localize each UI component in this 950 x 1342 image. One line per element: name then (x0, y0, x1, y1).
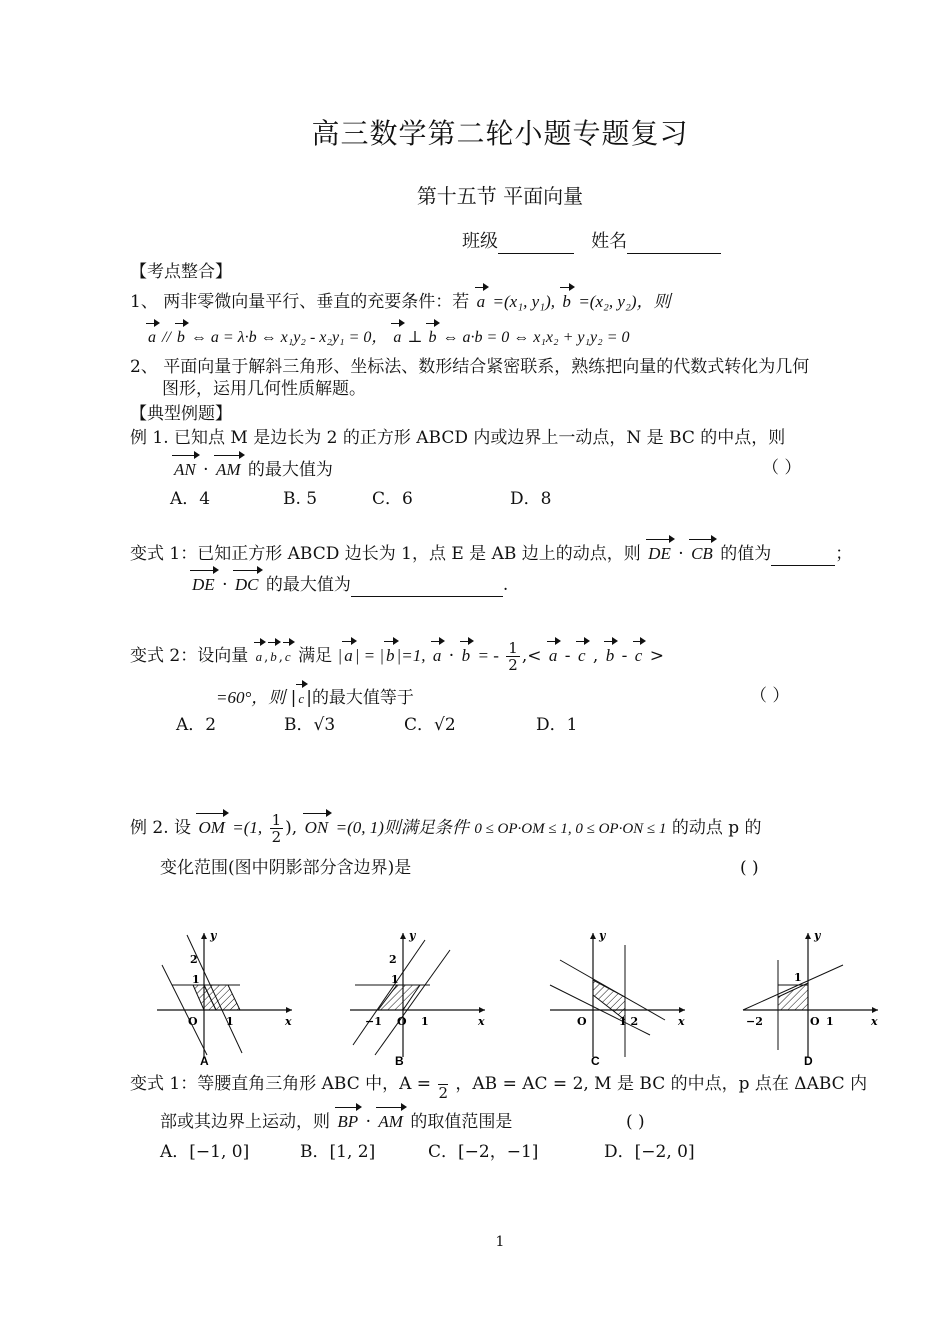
svg-text:1: 1 (794, 971, 802, 984)
vector-am: AM (376, 1110, 405, 1134)
svg-text:y: y (210, 929, 217, 942)
fraction-one-half: $\frac{1}{2}$ (271, 811, 282, 846)
var3-choice-c: C．[−2，−1] (428, 1142, 539, 1162)
vector-b: b (426, 326, 438, 350)
svg-text:1: 1 (421, 1015, 429, 1028)
vector-bp: BP (335, 1110, 360, 1134)
var3-text-d: 的取值范围是 (410, 1112, 513, 1132)
ex2-condition: 0 ≤ OP·OM ≤ 1, 0 ≤ OP·ON ≤ 1 (474, 821, 667, 837)
section-subtitle: 第十五节 平面向量 (416, 184, 584, 208)
class-blank (498, 253, 574, 254)
ex2-om-value: =(1, (232, 818, 263, 837)
var2-choice-b: B．√3 (284, 715, 336, 735)
svg-text:O: O (397, 1015, 407, 1028)
point1-a-coord: =(x₁, y₁), (492, 292, 556, 311)
svg-text:y: y (409, 929, 416, 942)
page-number: 1 (495, 1234, 505, 1250)
perpendicular-formula: ⇔ a·b = 0 ⇔ x₁x₂ + y₁y₂ = 0 (442, 329, 630, 346)
var3-choice-d: D．[−2, 0] (604, 1142, 695, 1162)
vector-am: AM (214, 458, 243, 482)
svg-text:2: 2 (389, 953, 397, 966)
page-title: 高三数学第二轮小题专题复习 (311, 117, 689, 150)
figure-label-a: A (200, 1054, 209, 1065)
figure-option-d (738, 925, 888, 1065)
svg-text:O: O (188, 1015, 198, 1028)
variant-3-line-2: 部或其边界上运动，则 BP · AM 的取值范围是 (160, 1112, 513, 1132)
svg-text:y: y (599, 929, 606, 942)
ex1-max-text: 的最大值为 (247, 460, 333, 480)
svg-text:−1: −1 (365, 1015, 382, 1028)
var2-choice-c: C．√2 (404, 715, 456, 735)
variant-3-line-1 (130, 1068, 867, 1101)
name-blank (627, 253, 721, 254)
svg-text:1: 1 (192, 973, 200, 986)
answer-paren: ( ) (626, 1112, 645, 1132)
class-name-row (462, 230, 721, 254)
fraction-one-half: $\frac{1}{2}$ (508, 639, 518, 674)
vector-b: b (268, 645, 279, 669)
vector-c: c (283, 645, 293, 669)
point1-prefix: 1、 两非零微向量平行、垂直的充要条件：若 (130, 292, 470, 312)
svg-text:−2: −2 (746, 1015, 763, 1028)
point-2-line-1: 2、 平面向量于解斜三角形、坐标法、数形结合紧密联系，熟练把向量的代数式转化为几何 (130, 357, 810, 377)
point-1-formulas: a // b ⇔ a = λ·b ⇔ x₁y₂ - x₂y₁ = 0， a ⊥ b ⇔ a·b = 0 ⇔ x₁x₂ + y₁y₂ = 0 (146, 326, 630, 350)
svg-text:1: 1 (826, 1015, 834, 1028)
section-heading-examples: 【典型例题】 (130, 404, 232, 424)
point-2-line-2: 图形，运用几何性质解题。 (162, 379, 366, 399)
svg-text:x: x (285, 1015, 292, 1028)
var2-text-a: 变式 2：设向量 (130, 646, 249, 666)
ex2-on-value: =(0, 1)则满足条件 (335, 818, 469, 837)
var2-choice-d: D．1 (536, 715, 578, 735)
answer-blank (351, 596, 503, 597)
figure-label-c: C (591, 1054, 600, 1065)
answer-blank (771, 565, 835, 566)
figure-label-b: B (395, 1054, 404, 1065)
figure-option-b (345, 925, 495, 1065)
var3-text-c: 部或其边界上运动，则 (160, 1112, 330, 1132)
ex2-text-a: 例 2. 设 (130, 818, 192, 838)
vector-cb: CB (689, 542, 715, 566)
vector-b: b (560, 290, 573, 314)
svg-text:O: O (577, 1015, 587, 1028)
answer-paren: （ ） (762, 458, 802, 478)
example-2-line-2: 变化范围(图中阴影部分含边界)是 (160, 858, 412, 878)
svg-text:1 2: 1 2 (619, 1015, 639, 1028)
var2-text-b: 满足 (298, 646, 333, 666)
answer-paren: ( ) (740, 858, 759, 878)
vector-de: DE (190, 573, 217, 597)
vector-a: a (475, 290, 488, 314)
vector-b: b (175, 326, 187, 350)
ex1-choice-a: A．4 (170, 489, 211, 509)
var3-choice-a: A．[−1, 0] (160, 1142, 250, 1162)
var2-text-d: = - (477, 646, 499, 665)
point1-b-coord: =(x₂, y₂)，则 (578, 292, 671, 311)
variant-1-line-1: 变式 1：已知正方形 ABCD 边长为 1，点 E 是 AB 边上的动点，则 DE · CB 的值为 ； (130, 544, 853, 564)
vector-om: OM (196, 816, 226, 840)
svg-text:x: x (478, 1015, 485, 1028)
var3-text-b: ，AB = AC = 2, M 是 BC 的中点，p 点在 ΔABC 内 (455, 1074, 868, 1094)
ex2-text-b: 的动点 p 的 (671, 818, 762, 838)
vector-dc: DC (233, 573, 261, 597)
var2-text-c: =1, (401, 646, 426, 665)
example-1-line-1: 例 1. 已知点 M 是边长为 2 的正方形 ABCD 内或边界上一动点，N 是 BC 的中点，则 (130, 428, 786, 448)
svg-text:1: 1 (391, 973, 399, 986)
svg-text:y: y (814, 929, 821, 942)
var1-text-a: 变式 1：已知正方形 ABCD 边长为 1，点 E 是 AB 边上的动点，则 (130, 544, 641, 564)
figure-label-d: D (804, 1054, 813, 1065)
var3-text-a: 变式 1：等腰直角三角形 ABC 中，A = (130, 1074, 432, 1094)
figure-option-a (152, 925, 302, 1065)
example-2-line-1: 例 2. 设 OM =(1, $\frac{1}{2}$ ), ON =(0, 1)则满足条件 0 ≤ OP·OM ≤ 1, 0 ≤ OP·ON ≤ 1 的动点 p 的 (130, 811, 762, 846)
example-1-line-2: AN · AM 的最大值为 (174, 460, 333, 480)
parallel-formula: ⇔ a = λ·b ⇔ x₁y₂ - x₂y₁ = 0， (190, 329, 388, 346)
var3-choice-b: B．[1, 2] (300, 1142, 376, 1162)
figure-option-c (545, 925, 695, 1065)
vector-on: ON (303, 816, 331, 840)
var2-choice-a: A．2 (176, 715, 217, 735)
svg-text:2: 2 (190, 953, 198, 966)
vector-a: a (391, 326, 403, 350)
ex1-choice-d: D．8 (510, 489, 552, 509)
svg-text:x: x (678, 1015, 685, 1028)
vector-a: a (254, 645, 265, 669)
fraction-pi-half: 2 (438, 1068, 448, 1101)
svg-text:1: 1 (226, 1015, 234, 1028)
ex1-choice-c: C．6 (372, 489, 413, 509)
svg-text:O: O (810, 1015, 820, 1028)
vector-an: AN (172, 458, 198, 482)
section-heading-key-points: 【考点整合】 (130, 262, 232, 282)
variant-2-line-1: 变式 2：设向量 a , b , c 满足 | a | = | b |=1, a · b = - $\frac{1}{2}$ ,< a - c , b - c > (130, 639, 664, 674)
var1-max-text: 的最大值为 (265, 575, 351, 595)
var2-max-text: 的最大值等于 (311, 688, 414, 708)
svg-text:x: x (871, 1015, 878, 1028)
answer-paren: （ ） (750, 686, 790, 706)
ex1-choice-b: B. 5 (283, 489, 318, 509)
variant-1-line-2: DE · DC 的最大值为 . (192, 575, 509, 595)
var1-text-b: 的值为 (720, 544, 772, 564)
vector-a: a (146, 326, 158, 350)
var2-angle: =60°，则 (216, 688, 286, 707)
variant-2-line-2: =60°，则 | c |的最大值等于 (216, 686, 414, 711)
point-1 (130, 290, 671, 314)
class-label: 班级 (462, 231, 498, 252)
name-label: 姓名 (591, 231, 628, 252)
vector-de: DE (646, 542, 673, 566)
